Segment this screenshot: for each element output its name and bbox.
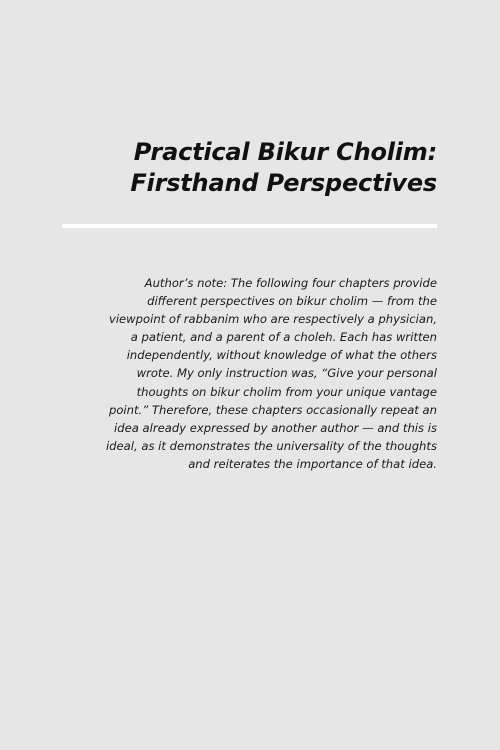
authors-note-line: ideal, as it demonstrates the universality of the thoughts bbox=[105, 438, 437, 453]
authors-note-line: viewpoint of rabbanim who are respectively a physician, bbox=[108, 312, 437, 327]
authors-note-line: and reiterates the importance of that idea. bbox=[188, 456, 437, 471]
authors-note-line: Author’s note: The following four chapters provide bbox=[144, 276, 437, 290]
chapter-title bbox=[17, 137, 437, 199]
title-divider bbox=[62, 224, 437, 228]
authors-note-line: idea already expressed by another author — and this is bbox=[114, 420, 437, 435]
authors-note-line: independently, without knowledge of what the others bbox=[126, 348, 437, 363]
authors-note-line: point.” Therefore, these chapters occasionally repeat an bbox=[108, 402, 437, 417]
chapter-title-line-2: Firsthand Perspectives bbox=[130, 169, 437, 197]
authors-note-line: thoughts on bikur cholim from your unique vantage bbox=[136, 384, 437, 399]
authors-note bbox=[77, 274, 437, 473]
chapter-title-line-1: Practical Bikur Cholim: bbox=[133, 138, 437, 166]
authors-note-line: wrote. My only instruction was, “Give your personal bbox=[136, 366, 437, 381]
authors-note-line: different perspectives on bikur cholim — from the bbox=[147, 294, 437, 309]
authors-note-line: a patient, and a parent of a choleh. Each has written bbox=[130, 330, 437, 345]
